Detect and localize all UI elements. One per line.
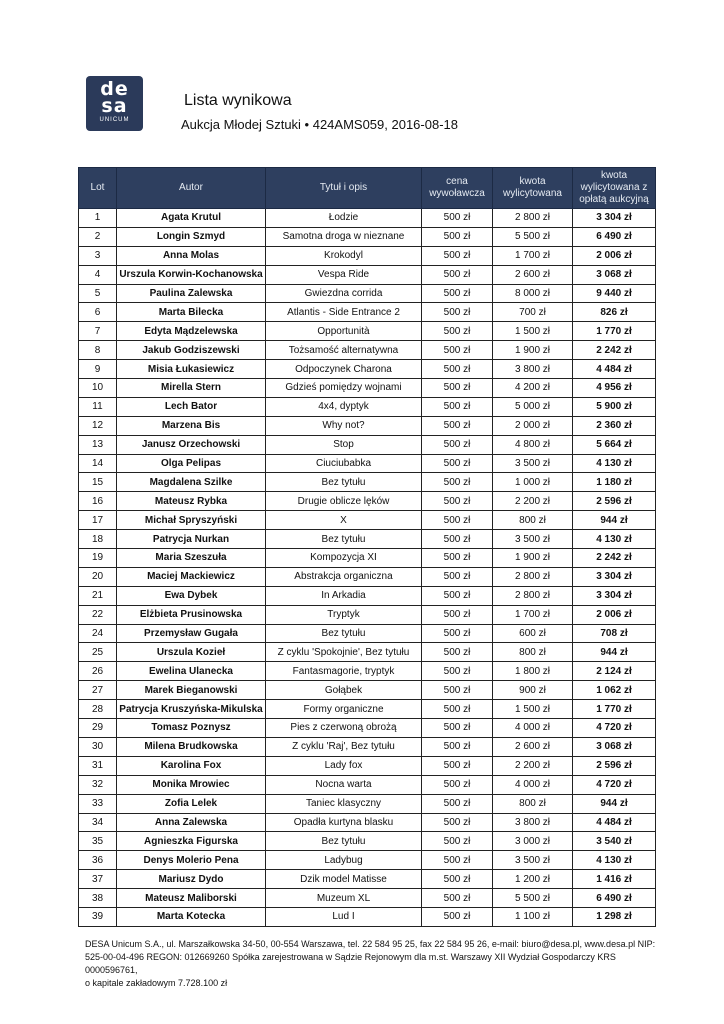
author-name: Denys Molerio Pena (117, 851, 266, 870)
author-name: Edyta Mądzelewska (117, 322, 266, 341)
lot-number: 38 (79, 889, 117, 908)
table-row (79, 870, 656, 889)
artwork-title: Bez tytułu (266, 530, 422, 549)
starting-price: 500 zł (422, 322, 493, 341)
author-name: Przemysław Gugała (117, 624, 266, 643)
hammer-price: 3 500 zł (493, 851, 573, 870)
table-row (79, 473, 656, 492)
starting-price: 500 zł (422, 756, 493, 775)
author-name: Misia Łukasiewicz (117, 360, 266, 379)
table-row (79, 624, 656, 643)
table-row (79, 454, 656, 473)
hammer-price: 3 500 zł (493, 454, 573, 473)
author-name: Lech Bator (117, 397, 266, 416)
lot-number: 24 (79, 624, 117, 643)
price-with-fee: 6 490 zł (573, 889, 656, 908)
artwork-title: Lud I (266, 907, 422, 926)
starting-price: 500 zł (422, 549, 493, 568)
lot-number: 3 (79, 246, 117, 265)
hammer-price: 4 000 zł (493, 775, 573, 794)
logo-text-line1: de (100, 78, 129, 100)
starting-price: 500 zł (422, 624, 493, 643)
lot-number: 18 (79, 530, 117, 549)
artwork-title: Z cyklu 'Raj', Bez tytułu (266, 737, 422, 756)
hammer-price: 2 200 zł (493, 492, 573, 511)
starting-price: 500 zł (422, 567, 493, 586)
author-name: Longin Szmyd (117, 227, 266, 246)
price-with-fee: 4 130 zł (573, 851, 656, 870)
artwork-title: Taniec klasyczny (266, 794, 422, 813)
header-hammer-price: kwota wylicytowana (493, 168, 573, 209)
hammer-price: 1 000 zł (493, 473, 573, 492)
header-starting-price: cena wywoławcza (422, 168, 493, 209)
lot-number: 19 (79, 549, 117, 568)
author-name: Anna Molas (117, 246, 266, 265)
lot-number: 11 (79, 397, 117, 416)
author-name: Agnieszka Figurska (117, 832, 266, 851)
author-name: Marta Kotecka (117, 907, 266, 926)
starting-price: 500 zł (422, 246, 493, 265)
price-with-fee: 2 006 zł (573, 605, 656, 624)
artwork-title: Formy organiczne (266, 700, 422, 719)
table-row (79, 227, 656, 246)
artwork-title: Nocna warta (266, 775, 422, 794)
lot-number: 15 (79, 473, 117, 492)
price-with-fee: 3 304 zł (573, 586, 656, 605)
author-name: Mateusz Rybka (117, 492, 266, 511)
artwork-title: Drugie oblicze lęków (266, 492, 422, 511)
price-with-fee: 1 770 zł (573, 322, 656, 341)
hammer-price: 5 500 zł (493, 889, 573, 908)
table-row (79, 530, 656, 549)
hammer-price: 2 800 zł (493, 567, 573, 586)
hammer-price: 800 zł (493, 643, 573, 662)
artwork-title: Abstrakcja organiczna (266, 567, 422, 586)
artwork-title: Bez tytułu (266, 473, 422, 492)
price-with-fee: 3 068 zł (573, 737, 656, 756)
lot-number: 16 (79, 492, 117, 511)
lot-number: 26 (79, 662, 117, 681)
price-with-fee: 2 006 zł (573, 246, 656, 265)
starting-price: 500 zł (422, 435, 493, 454)
author-name: Karolina Fox (117, 756, 266, 775)
price-with-fee: 3 304 zł (573, 567, 656, 586)
table-row (79, 662, 656, 681)
artwork-title: Muzeum XL (266, 889, 422, 908)
hammer-price: 1 900 zł (493, 549, 573, 568)
table-row (79, 492, 656, 511)
table-row (79, 681, 656, 700)
price-with-fee: 2 242 zł (573, 549, 656, 568)
lot-number: 2 (79, 227, 117, 246)
price-with-fee: 4 720 zł (573, 719, 656, 738)
hammer-price: 800 zł (493, 794, 573, 813)
artwork-title: Samotna droga w nieznane (266, 227, 422, 246)
hammer-price: 3 800 zł (493, 813, 573, 832)
hammer-price: 5 500 zł (493, 227, 573, 246)
table-row (79, 719, 656, 738)
table-row (79, 567, 656, 586)
author-name: Patrycja Nurkan (117, 530, 266, 549)
starting-price: 500 zł (422, 700, 493, 719)
artwork-title: Opadła kurtyna blasku (266, 813, 422, 832)
starting-price: 500 zł (422, 719, 493, 738)
artwork-title: Dzik model Matisse (266, 870, 422, 889)
logo-subtext: UNICUM (99, 117, 130, 123)
starting-price: 500 zł (422, 265, 493, 284)
results-table (78, 167, 656, 927)
table-row (79, 643, 656, 662)
author-name: Ewa Dybek (117, 586, 266, 605)
author-name: Ewelina Ulanecka (117, 662, 266, 681)
starting-price: 500 zł (422, 643, 493, 662)
price-with-fee: 826 zł (573, 303, 656, 322)
header-author: Autor (117, 168, 266, 209)
price-with-fee: 1 416 zł (573, 870, 656, 889)
price-with-fee: 3 304 zł (573, 209, 656, 228)
price-with-fee: 5 664 zł (573, 435, 656, 454)
hammer-price: 3 500 zł (493, 530, 573, 549)
author-name: Mirella Stern (117, 379, 266, 398)
hammer-price: 2 200 zł (493, 756, 573, 775)
author-name: Magdalena Szilke (117, 473, 266, 492)
artwork-title: Gołąbek (266, 681, 422, 700)
price-with-fee: 2 124 zł (573, 662, 656, 681)
author-name: Zofia Lelek (117, 794, 266, 813)
artwork-title: Lady fox (266, 756, 422, 775)
lot-number: 7 (79, 322, 117, 341)
lot-number: 10 (79, 379, 117, 398)
artwork-title: 4x4, dyptyk (266, 397, 422, 416)
price-with-fee: 3 068 zł (573, 265, 656, 284)
table-row (79, 549, 656, 568)
starting-price: 500 zł (422, 492, 493, 511)
hammer-price: 800 zł (493, 511, 573, 530)
artwork-title: Krokodyl (266, 246, 422, 265)
table-row (79, 435, 656, 454)
price-with-fee: 4 720 zł (573, 775, 656, 794)
author-name: Tomasz Poznysz (117, 719, 266, 738)
artwork-title: Odpoczynek Charona (266, 360, 422, 379)
starting-price: 500 zł (422, 870, 493, 889)
starting-price: 500 zł (422, 416, 493, 435)
hammer-price: 700 zł (493, 303, 573, 322)
artwork-title: Ladybug (266, 851, 422, 870)
author-name: Milena Brudkowska (117, 737, 266, 756)
page-title: Lista wynikowa (184, 92, 292, 109)
table-row (79, 605, 656, 624)
artwork-title: Stop (266, 435, 422, 454)
table-row (79, 322, 656, 341)
artwork-title: Z cyklu 'Spokojnie', Bez tytułu (266, 643, 422, 662)
hammer-price: 4 800 zł (493, 435, 573, 454)
footer-line-3: o kapitale zakładowym 7.728.100 zł (85, 978, 228, 988)
author-name: Jakub Godziszewski (117, 341, 266, 360)
artwork-title: Gdzieś pomiędzy wojnami (266, 379, 422, 398)
lot-number: 9 (79, 360, 117, 379)
table-row (79, 397, 656, 416)
table-row (79, 700, 656, 719)
artwork-title: Bez tytułu (266, 624, 422, 643)
table-row (79, 209, 656, 228)
table-row (79, 794, 656, 813)
starting-price: 500 zł (422, 907, 493, 926)
table-row (79, 341, 656, 360)
company-footer (85, 938, 665, 990)
author-name: Marek Bieganowski (117, 681, 266, 700)
price-with-fee: 944 zł (573, 794, 656, 813)
footer-line-2: 525-00-04-496 REGON: 012669260 Spółka zarejestrowana w Sądzie Rejonowym dla m.st. Warszawy XII Wydział Gospodarczy KRS 0000596761, (85, 952, 616, 975)
hammer-price: 8 000 zł (493, 284, 573, 303)
table-row (79, 586, 656, 605)
author-name: Michał Spryszyński (117, 511, 266, 530)
table-row (79, 246, 656, 265)
hammer-price: 1 100 zł (493, 907, 573, 926)
artwork-title: Ciuciubabka (266, 454, 422, 473)
price-with-fee: 4 956 zł (573, 379, 656, 398)
table-row (79, 813, 656, 832)
author-name: Urszula Kozieł (117, 643, 266, 662)
author-name: Mateusz Maliborski (117, 889, 266, 908)
hammer-price: 2 800 zł (493, 586, 573, 605)
lot-number: 5 (79, 284, 117, 303)
header-lot: Lot (79, 168, 117, 209)
starting-price: 500 zł (422, 851, 493, 870)
hammer-price: 600 zł (493, 624, 573, 643)
starting-price: 500 zł (422, 360, 493, 379)
price-with-fee: 1 180 zł (573, 473, 656, 492)
artwork-title: Bez tytułu (266, 832, 422, 851)
table-row (79, 360, 656, 379)
lot-number: 6 (79, 303, 117, 322)
table-row (79, 284, 656, 303)
author-name: Janusz Orzechowski (117, 435, 266, 454)
header-price-with-fee: kwota wylicytowana z opłatą aukcyjną (573, 168, 656, 209)
hammer-price: 1 900 zł (493, 341, 573, 360)
starting-price: 500 zł (422, 813, 493, 832)
price-with-fee: 2 242 zł (573, 341, 656, 360)
starting-price: 500 zł (422, 303, 493, 322)
lot-number: 17 (79, 511, 117, 530)
price-with-fee: 2 360 zł (573, 416, 656, 435)
starting-price: 500 zł (422, 605, 493, 624)
price-with-fee: 4 484 zł (573, 360, 656, 379)
hammer-price: 900 zł (493, 681, 573, 700)
author-name: Paulina Zalewska (117, 284, 266, 303)
hammer-price: 1 700 zł (493, 605, 573, 624)
price-with-fee: 2 596 zł (573, 492, 656, 511)
lot-number: 35 (79, 832, 117, 851)
price-with-fee: 1 770 zł (573, 700, 656, 719)
lot-number: 39 (79, 907, 117, 926)
starting-price: 500 zł (422, 662, 493, 681)
table-row (79, 907, 656, 926)
table-row (79, 303, 656, 322)
lot-number: 31 (79, 756, 117, 775)
table-row (79, 511, 656, 530)
price-with-fee: 9 440 zł (573, 284, 656, 303)
price-with-fee: 944 zł (573, 643, 656, 662)
hammer-price: 4 000 zł (493, 719, 573, 738)
author-name: Marzena Bis (117, 416, 266, 435)
lot-number: 30 (79, 737, 117, 756)
hammer-price: 1 500 zł (493, 322, 573, 341)
starting-price: 500 zł (422, 681, 493, 700)
hammer-price: 3 800 zł (493, 360, 573, 379)
author-name: Urszula Korwin-Kochanowska (117, 265, 266, 284)
table-row (79, 265, 656, 284)
desa-unicum-logo (86, 76, 143, 131)
price-with-fee: 4 130 zł (573, 454, 656, 473)
price-with-fee: 1 298 zł (573, 907, 656, 926)
artwork-title: In Arkadia (266, 586, 422, 605)
hammer-price: 2 800 zł (493, 209, 573, 228)
author-name: Olga Pelipas (117, 454, 266, 473)
author-name: Mariusz Dydo (117, 870, 266, 889)
table-row (79, 416, 656, 435)
artwork-title: Kompozycja XI (266, 549, 422, 568)
author-name: Maria Szeszuła (117, 549, 266, 568)
lot-number: 13 (79, 435, 117, 454)
artwork-title: Gwiezdna corrida (266, 284, 422, 303)
artwork-title: Opportunità (266, 322, 422, 341)
artwork-title: Tryptyk (266, 605, 422, 624)
lot-number: 12 (79, 416, 117, 435)
starting-price: 500 zł (422, 889, 493, 908)
table-row (79, 379, 656, 398)
lot-number: 21 (79, 586, 117, 605)
starting-price: 500 zł (422, 794, 493, 813)
artwork-title: Atlantis - Side Entrance 2 (266, 303, 422, 322)
hammer-price: 2 600 zł (493, 737, 573, 756)
price-with-fee: 4 484 zł (573, 813, 656, 832)
artwork-title: Tożsamość alternatywna (266, 341, 422, 360)
artwork-title: Why not? (266, 416, 422, 435)
lot-number: 4 (79, 265, 117, 284)
starting-price: 500 zł (422, 454, 493, 473)
table-row (79, 756, 656, 775)
author-name: Marta Bilecka (117, 303, 266, 322)
table-row (79, 737, 656, 756)
lot-number: 36 (79, 851, 117, 870)
lot-number: 22 (79, 605, 117, 624)
starting-price: 500 zł (422, 379, 493, 398)
lot-number: 25 (79, 643, 117, 662)
price-with-fee: 708 zł (573, 624, 656, 643)
artwork-title: X (266, 511, 422, 530)
author-name: Maciej Mackiewicz (117, 567, 266, 586)
hammer-price: 3 000 zł (493, 832, 573, 851)
lot-number: 33 (79, 794, 117, 813)
lot-number: 37 (79, 870, 117, 889)
artwork-title: Łodzie (266, 209, 422, 228)
author-name: Elżbieta Prusinowska (117, 605, 266, 624)
author-name: Agata Krutul (117, 209, 266, 228)
logo-text-line2: sa (101, 95, 128, 117)
table-row (79, 851, 656, 870)
lot-number: 28 (79, 700, 117, 719)
lot-number: 32 (79, 775, 117, 794)
artwork-title: Vespa Ride (266, 265, 422, 284)
price-with-fee: 6 490 zł (573, 227, 656, 246)
starting-price: 500 zł (422, 473, 493, 492)
starting-price: 500 zł (422, 775, 493, 794)
price-with-fee: 944 zł (573, 511, 656, 530)
author-name: Patrycja Kruszyńska-Mikulska (117, 700, 266, 719)
hammer-price: 4 200 zł (493, 379, 573, 398)
lot-number: 8 (79, 341, 117, 360)
starting-price: 500 zł (422, 209, 493, 228)
header-title: Tytuł i opis (266, 168, 422, 209)
price-with-fee: 2 596 zł (573, 756, 656, 775)
starting-price: 500 zł (422, 737, 493, 756)
starting-price: 500 zł (422, 511, 493, 530)
author-name: Monika Mrowiec (117, 775, 266, 794)
lot-number: 20 (79, 567, 117, 586)
footer-line-1: DESA Unicum S.A., ul. Marszałkowska 34-50, 00-554 Warszawa, tel. 22 584 95 25, fax 22 584 95 26, e-mail: biuro@desa.pl, www.desa.pl NIP: (85, 939, 656, 949)
price-with-fee: 3 540 zł (573, 832, 656, 851)
price-with-fee: 5 900 zł (573, 397, 656, 416)
lot-number: 34 (79, 813, 117, 832)
starting-price: 500 zł (422, 586, 493, 605)
hammer-price: 1 700 zł (493, 246, 573, 265)
price-with-fee: 4 130 zł (573, 530, 656, 549)
starting-price: 500 zł (422, 530, 493, 549)
table-header-row (79, 168, 656, 209)
hammer-price: 1 200 zł (493, 870, 573, 889)
table-row (79, 889, 656, 908)
hammer-price: 2 000 zł (493, 416, 573, 435)
starting-price: 500 zł (422, 341, 493, 360)
price-with-fee: 1 062 zł (573, 681, 656, 700)
lot-number: 27 (79, 681, 117, 700)
lot-number: 29 (79, 719, 117, 738)
starting-price: 500 zł (422, 227, 493, 246)
lot-number: 14 (79, 454, 117, 473)
starting-price: 500 zł (422, 284, 493, 303)
hammer-price: 1 500 zł (493, 700, 573, 719)
artwork-title: Pies z czerwoną obrożą (266, 719, 422, 738)
starting-price: 500 zł (422, 832, 493, 851)
hammer-price: 1 800 zł (493, 662, 573, 681)
lot-number: 1 (79, 209, 117, 228)
auction-subtitle: Aukcja Młodej Sztuki • 424AMS059, 2016-08-18 (181, 117, 458, 132)
hammer-price: 5 000 zł (493, 397, 573, 416)
table-row (79, 832, 656, 851)
table-row (79, 775, 656, 794)
artwork-title: Fantasmagorie, tryptyk (266, 662, 422, 681)
starting-price: 500 zł (422, 397, 493, 416)
author-name: Anna Zalewska (117, 813, 266, 832)
hammer-price: 2 600 zł (493, 265, 573, 284)
